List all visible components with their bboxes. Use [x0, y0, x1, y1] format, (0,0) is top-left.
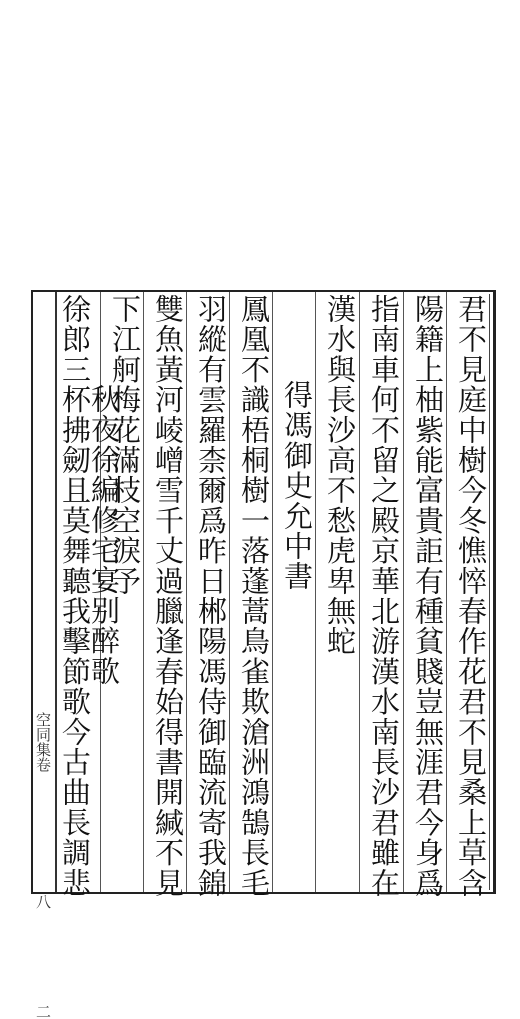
- margin-volume-number: 八: [34, 894, 52, 909]
- poem-title-feng: 得馮御史允中書: [280, 380, 314, 592]
- text-column-4: 漢水與長沙高不愁虎卑無蛇: [323, 294, 357, 657]
- text-column-1: 君不見庭中樹今冬憔悴春作花君不見桑上草含: [454, 294, 488, 898]
- text-column-9: 下江舸梅花滿枝空淚予: [108, 294, 142, 596]
- text-column-7: 羽縱有雲羅柰爾爲昨日郴陽馮侍御臨流寄我錦: [194, 294, 228, 898]
- page-margin: [31, 292, 55, 1019]
- text-column-11: 徐郎三杯拂劒且莫舞聽我擊節歌今古曲長調悲: [58, 294, 92, 898]
- margin-book-title: 空同集卷: [34, 712, 52, 772]
- margin-leaf-number: 二: [34, 1004, 52, 1019]
- text-column-6: 鳳凰不識梧桐樹一落蓬蒿鳥雀欺滄洲鴻鵠長毛: [237, 294, 271, 898]
- poem-title-xu: 秋夜徐編修宅宴别醉歌: [87, 384, 121, 686]
- text-column-2: 陽籍上柚紫能富貴詎有種貧賤豈無涯君今身爲: [411, 294, 445, 898]
- text-column-8: 雙魚黃河崚嶒雪千丈過臘逢春始得書開緘不見: [151, 294, 185, 898]
- text-column-3: 指南車何不留之殿京華北游漢水南長沙君雖在: [367, 294, 401, 898]
